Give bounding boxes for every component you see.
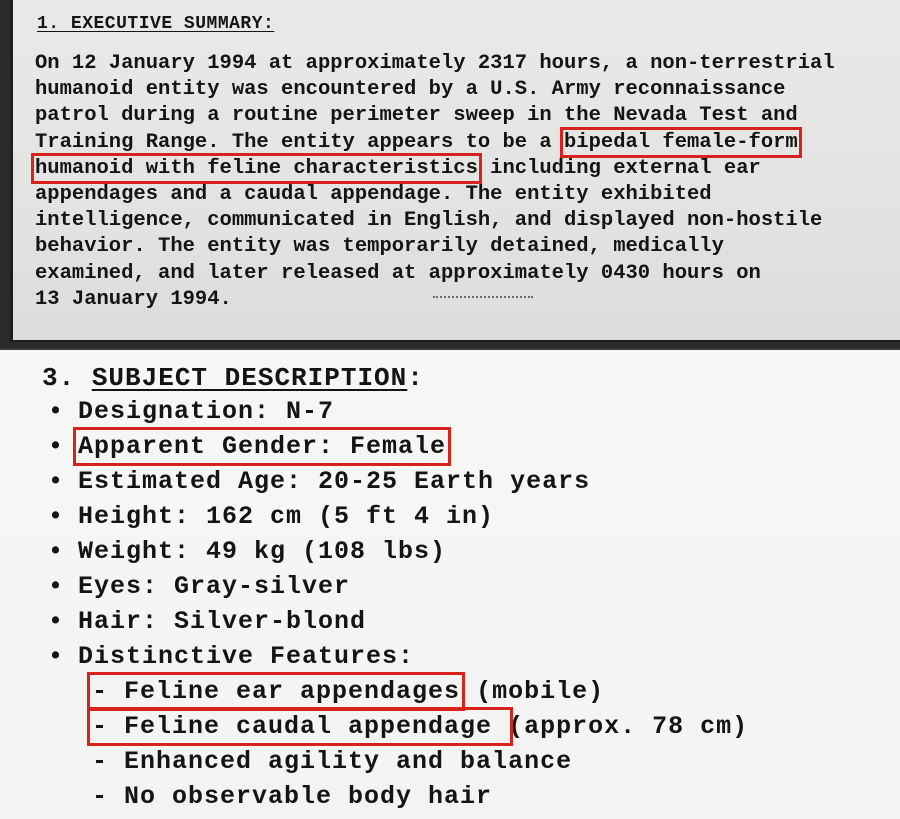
item-text: Estimated Age: 20-25 Earth years <box>78 467 591 496</box>
highlight-feline-caudal: - Feline caudal appendage <box>92 712 509 741</box>
bullet: • <box>48 502 65 531</box>
section-3-colon: : <box>407 363 424 393</box>
item-text: Height: 162 cm (5 ft 4 in) <box>78 502 495 531</box>
summary-line-3: patrol during a routine perimeter sweep in the Nevada Test and <box>35 104 798 128</box>
summary-line-5b: including external ear <box>477 156 761 180</box>
feature-ear <box>92 677 604 707</box>
executive-summary-text <box>35 51 900 313</box>
list-item-weight <box>48 537 446 567</box>
feature-text: - No observable body hair <box>92 782 493 811</box>
bullet: • <box>48 607 65 636</box>
item-text: Distinctive Features: <box>78 642 415 671</box>
list-item-hair <box>48 607 366 637</box>
summary-line-4: Training Range. The entity appears to be a <box>35 130 564 154</box>
bullet: • <box>48 642 65 671</box>
feature-agility <box>92 747 572 777</box>
feature-caudal <box>92 712 748 742</box>
list-item-designation <box>48 397 334 427</box>
item-text: Eyes: Gray-silver <box>78 572 351 601</box>
scan-smudge <box>433 296 533 302</box>
item-text: Designation: N-7 <box>78 397 335 426</box>
section-3-number: 3. <box>42 363 92 393</box>
list-item-eyes <box>48 572 350 602</box>
highlight-feline-ear: - Feline ear appendages <box>92 677 461 706</box>
list-item-features <box>48 642 414 672</box>
highlight-apparent-gender: Apparent Gender: Female <box>78 432 447 461</box>
summary-line-6: appendages and a caudal appendage. The entity exhibited <box>35 183 712 207</box>
summary-line-1: On 12 January 1994 at approximately 2317 hours, a non-terrestrial <box>35 52 835 75</box>
item-text: Hair: Silver-blond <box>78 607 367 636</box>
feature-note: (mobile) <box>460 677 605 706</box>
feature-hair <box>92 782 492 812</box>
bullet: • <box>48 537 65 566</box>
executive-summary-panel <box>10 0 900 342</box>
highlight-feline-characteristics: humanoid with feline characteristics <box>35 156 478 180</box>
list-item-age <box>48 467 590 497</box>
subject-description-panel <box>0 348 900 819</box>
summary-line-9: examined, and later released at approximately 0430 hours on <box>35 261 761 285</box>
bullet: • <box>48 467 65 496</box>
highlight-bipedal-female-form: bipedal female-form <box>564 130 798 154</box>
list-item-height <box>48 502 494 532</box>
summary-line-7: intelligence, communicated in English, and displayed non-hostile <box>35 209 823 233</box>
summary-line-10: 13 January 1994. <box>35 287 232 311</box>
bullet: • <box>48 572 65 601</box>
item-text: Weight: 49 kg (108 lbs) <box>78 537 447 566</box>
summary-line-8: behavior. The entity was temporarily detained, medically <box>35 235 724 259</box>
section-3-title <box>42 363 424 393</box>
feature-note: (approx. 78 cm) <box>508 712 749 741</box>
feature-text: - Enhanced agility and balance <box>92 747 573 776</box>
section-1-title: 1. EXECUTIVE SUMMARY: <box>37 14 275 34</box>
bullet: • <box>48 397 65 426</box>
summary-line-2: humanoid entity was encountered by a U.S. Army reconnaissance <box>35 78 786 102</box>
list-item-gender <box>48 432 446 462</box>
section-3-heading: SUBJECT DESCRIPTION <box>91 363 408 393</box>
bullet: • <box>48 432 65 461</box>
